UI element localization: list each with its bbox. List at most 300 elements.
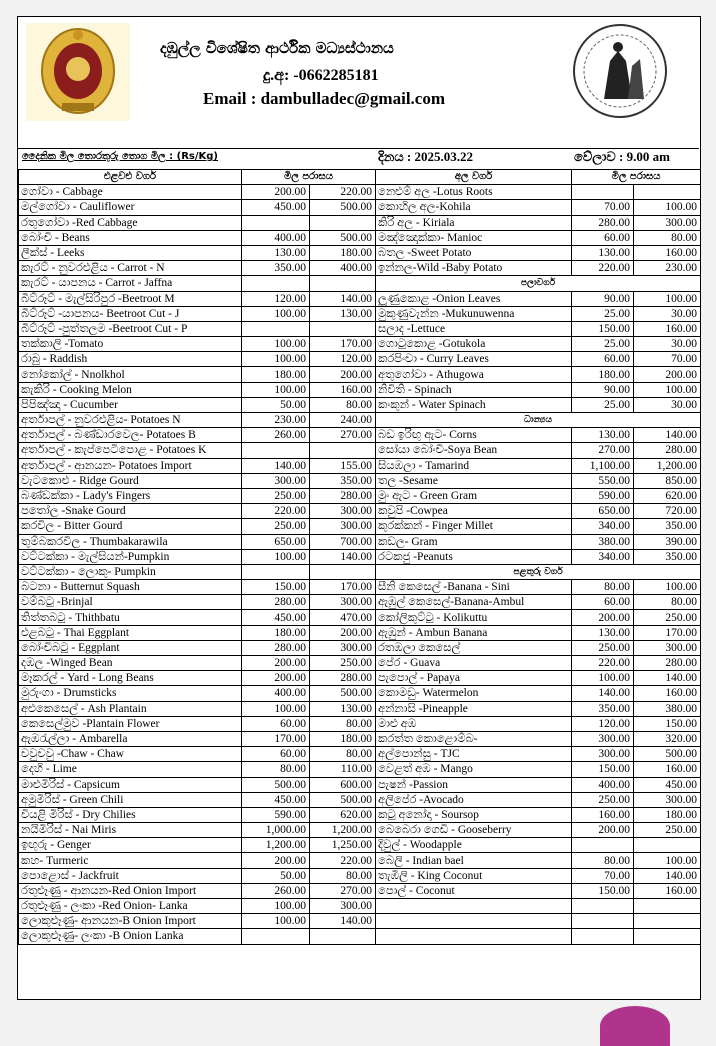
- price-max: 70.00: [634, 352, 701, 367]
- item-name: කෙසෙල්මුව -Plantain Flower: [19, 716, 242, 731]
- item-name: බතල -Sweet Potato: [376, 245, 572, 260]
- price-min: 250.00: [242, 519, 310, 534]
- item-name: කිරි අල - Kiriala: [376, 215, 572, 230]
- item-name: ලීක්ස් - Leeks: [19, 245, 242, 260]
- item-name: බෙබෙරා ගෙඩි - Gooseberry: [376, 823, 572, 838]
- table-row: [19, 367, 701, 382]
- price-min: 260.00: [242, 428, 310, 443]
- price-min: 60.00: [242, 747, 310, 762]
- price-max: 180.00: [310, 245, 376, 260]
- price-min: 60.00: [242, 716, 310, 731]
- price-min: 120.00: [242, 291, 310, 306]
- price-min: 150.00: [572, 321, 634, 336]
- price-max: [634, 185, 701, 200]
- price-max: 140.00: [310, 549, 376, 564]
- col-left-range: මිල පරාසය: [242, 170, 376, 185]
- item-name: කරපිංචා - Curry Leaves: [376, 352, 572, 367]
- price-min: 130.00: [572, 245, 634, 260]
- item-name: කොහිල අල-Kohila: [376, 200, 572, 215]
- price-sheet: [17, 16, 701, 1000]
- price-max: 150.00: [634, 716, 701, 731]
- price-max: 280.00: [310, 488, 376, 503]
- price-min: 100.00: [242, 352, 310, 367]
- price-min: 100.00: [242, 337, 310, 352]
- emblem-logo-left: [26, 23, 130, 121]
- price-max: 620.00: [310, 807, 376, 822]
- emblem-logo-right: [570, 21, 670, 121]
- item-name: අර්තාපල් - කැප්පෙටිපොළ - Potatoes K: [19, 443, 242, 458]
- item-name: පොළොස් - Jackfruit: [19, 868, 242, 883]
- item-name: තුම්බකරවිල - Thumbakarawila: [19, 534, 242, 549]
- price-max: 400.00: [310, 261, 376, 276]
- header: [18, 17, 699, 149]
- item-name: අමුමිරිස් - Green Chili: [19, 792, 242, 807]
- price-min: [242, 929, 310, 944]
- table-row: [19, 185, 701, 200]
- price-max: 220.00: [310, 853, 376, 868]
- item-name: රාබු - Raddish: [19, 352, 242, 367]
- price-max: 200.00: [310, 625, 376, 640]
- price-min: 280.00: [242, 595, 310, 610]
- price-min: 25.00: [572, 306, 634, 321]
- price-max: 30.00: [634, 337, 701, 352]
- price-min: 340.00: [572, 519, 634, 534]
- table-row: [19, 306, 701, 321]
- col-left-name: එළවළු වර්ග: [19, 170, 242, 185]
- price-max: [634, 899, 701, 914]
- price-min: 100.00: [242, 306, 310, 321]
- price-min: [572, 929, 634, 944]
- item-name: බීට්රූට් -යාපනය- Beetroot Cut - J: [19, 306, 242, 321]
- table-row: [19, 762, 701, 777]
- price-max: 300.00: [634, 215, 701, 230]
- price-min: 50.00: [242, 868, 310, 883]
- report-date: දිනය : 2025.03.22: [378, 149, 474, 164]
- table-row: [19, 443, 701, 458]
- price-min: 100.00: [572, 671, 634, 686]
- price-min: 60.00: [572, 595, 634, 610]
- price-max: 140.00: [310, 914, 376, 929]
- price-min: 180.00: [572, 367, 634, 382]
- price-min: 100.00: [242, 382, 310, 397]
- price-max: 270.00: [310, 883, 376, 898]
- table-row: [19, 640, 701, 655]
- price-min: 590.00: [242, 807, 310, 822]
- col-right-range: මිල පරාසය: [572, 170, 701, 185]
- item-name: තල -Sesame: [376, 473, 572, 488]
- item-name: බෝංචි - Beans: [19, 230, 242, 245]
- price-max: 140.00: [634, 868, 701, 883]
- item-name: කැරට් - යාපනය - Carrot - Jaffna: [19, 276, 242, 291]
- price-max: 160.00: [634, 883, 701, 898]
- item-name: ඉඟුරු - Genger: [19, 838, 242, 853]
- col-right-name: අල වර්ග: [376, 170, 572, 185]
- email-address: Email : dambulladec@gmail.com: [203, 89, 446, 108]
- item-name: සලාද -Lettuce: [376, 321, 572, 336]
- price-min: 550.00: [572, 473, 634, 488]
- price-max: 1,200.00: [634, 458, 701, 473]
- price-min: 500.00: [242, 777, 310, 792]
- price-min: 120.00: [572, 716, 634, 731]
- item-name: බටනා - Butternut Squash: [19, 580, 242, 595]
- item-name: නෝකෝල් - Nnolkhol: [19, 367, 242, 382]
- item-name: මාළුමිරිස් - Capsicum: [19, 777, 242, 792]
- price-info-label: දෛනික මිල තොරතුරු තොග මිල : (Rs/Kg): [22, 151, 219, 162]
- price-max: 220.00: [310, 185, 376, 200]
- price-max: 620.00: [634, 488, 701, 503]
- price-min: 200.00: [242, 185, 310, 200]
- table-row: [19, 382, 701, 397]
- item-name: කැරට් - නුවරඑළිය - Carrot - N: [19, 261, 242, 276]
- table-row: [19, 883, 701, 898]
- item-name: මුං ඇට - Green Gram: [376, 488, 572, 503]
- price-max: 320.00: [634, 731, 701, 746]
- price-min: 400.00: [572, 777, 634, 792]
- price-max: 300.00: [634, 640, 701, 655]
- price-max: 100.00: [634, 200, 701, 215]
- price-table: [18, 169, 701, 945]
- item-name: රතුගෝවා -Red Cabbage: [19, 215, 242, 230]
- price-max: 30.00: [634, 306, 701, 321]
- table-row: [19, 929, 701, 944]
- price-min: 180.00: [242, 625, 310, 640]
- item-name: කඩල- Gram: [376, 534, 572, 549]
- price-min: [572, 899, 634, 914]
- item-name: සෝයා බෝංචි-Soya Bean: [376, 443, 572, 458]
- price-min: 90.00: [572, 382, 634, 397]
- price-max: 300.00: [310, 899, 376, 914]
- item-name: දඹල -Winged Bean: [19, 656, 242, 671]
- price-max: 240.00: [310, 413, 376, 428]
- price-max: 170.00: [310, 580, 376, 595]
- price-min: 350.00: [242, 261, 310, 276]
- price-max: 80.00: [310, 747, 376, 762]
- price-max: 280.00: [634, 656, 701, 671]
- table-row: [19, 337, 701, 352]
- item-name: කැකිරි - Cooking Melon: [19, 382, 242, 397]
- price-min: 100.00: [242, 914, 310, 929]
- item-name: පතෝල -Snake Gourd: [19, 504, 242, 519]
- price-max: 270.00: [310, 428, 376, 443]
- price-max: 180.00: [634, 807, 701, 822]
- price-max: 100.00: [634, 291, 701, 306]
- price-max: 500.00: [310, 792, 376, 807]
- table-row: [19, 823, 701, 838]
- table-row: [19, 352, 701, 367]
- price-min: 280.00: [242, 640, 310, 655]
- item-name: කුරක්කන් - Finger Millet: [376, 519, 572, 534]
- item-name: මුකුණුවැන්න -Mukunuwenna: [376, 306, 572, 321]
- item-name: ලොකුළූණු- ලංකා -B Onion Lanka: [19, 929, 242, 944]
- price-min: 450.00: [242, 792, 310, 807]
- item-name: [376, 914, 572, 929]
- price-max: 100.00: [634, 853, 701, 868]
- table-row: [19, 595, 701, 610]
- price-min: 220.00: [242, 504, 310, 519]
- price-min: 140.00: [572, 686, 634, 701]
- price-min: 400.00: [242, 230, 310, 245]
- item-name: වම්බටු -Brinjal: [19, 595, 242, 610]
- price-min: 90.00: [572, 291, 634, 306]
- price-max: 390.00: [634, 534, 701, 549]
- item-name: බීට්රූට් - මැල්සිරිපුර -Beetroot M: [19, 291, 242, 306]
- price-max: 110.00: [310, 762, 376, 777]
- item-name: මෑකරල් - Yard - Long Beans: [19, 671, 242, 686]
- table-row: [19, 731, 701, 746]
- price-max: 350.00: [634, 519, 701, 534]
- price-min: [242, 321, 310, 336]
- item-name: වැටකොළු - Ridge Gourd: [19, 473, 242, 488]
- price-min: 25.00: [572, 337, 634, 352]
- price-max: 250.00: [634, 610, 701, 625]
- price-min: 70.00: [572, 868, 634, 883]
- item-name: ගොටුකොළ -Gotukola: [376, 337, 572, 352]
- price-max: 80.00: [634, 230, 701, 245]
- price-max: 350.00: [310, 473, 376, 488]
- price-min: 150.00: [572, 883, 634, 898]
- price-min: 25.00: [572, 397, 634, 412]
- table-row: [19, 792, 701, 807]
- price-max: [310, 564, 376, 579]
- price-min: 150.00: [572, 762, 634, 777]
- table-row: [19, 230, 701, 245]
- table-row: [19, 701, 701, 716]
- price-min: 1,200.00: [242, 838, 310, 853]
- price-min: 300.00: [572, 747, 634, 762]
- price-max: 300.00: [310, 640, 376, 655]
- price-min: 260.00: [242, 883, 310, 898]
- item-name: අළුකෙසෙල් - Ash Plantain: [19, 701, 242, 716]
- table-row: [19, 777, 701, 792]
- item-name: වට්ටක්කා - මැල්සියන්-Pumpkin: [19, 549, 242, 564]
- table-row: [19, 397, 701, 412]
- table-row: [19, 868, 701, 883]
- price-max: 80.00: [310, 716, 376, 731]
- table-row: [19, 519, 701, 534]
- price-min: 340.00: [572, 549, 634, 564]
- price-max: 450.00: [634, 777, 701, 792]
- price-max: 30.00: [634, 397, 701, 412]
- price-min: 100.00: [242, 701, 310, 716]
- price-max: 140.00: [310, 291, 376, 306]
- price-min: 200.00: [242, 671, 310, 686]
- price-min: 300.00: [242, 473, 310, 488]
- item-name: සීනි කෙසෙල් -Banana - Sini: [376, 580, 572, 595]
- price-max: 130.00: [310, 306, 376, 321]
- price-max: 80.00: [310, 868, 376, 883]
- item-name: රතඹලා කෙසෙල්: [376, 640, 572, 655]
- item-name: පොල් - Coconut: [376, 883, 572, 898]
- item-name: චවුචවු -Chaw - Chaw: [19, 747, 242, 762]
- price-max: 280.00: [310, 671, 376, 686]
- item-name: අර්තාපල් - නුවරඑළිය- Potatoes N: [19, 413, 242, 428]
- item-name: ඉන්නල-Wild -Baby Potato: [376, 261, 572, 276]
- table-row: [19, 671, 701, 686]
- price-min: 70.00: [572, 200, 634, 215]
- price-min: 250.00: [242, 488, 310, 503]
- item-name: කොමඩු- Watermelon: [376, 686, 572, 701]
- price-min: 80.00: [242, 762, 310, 777]
- price-max: 160.00: [634, 321, 701, 336]
- price-min: 60.00: [572, 352, 634, 367]
- price-max: 250.00: [634, 823, 701, 838]
- table-row: [19, 625, 701, 640]
- price-max: 850.00: [634, 473, 701, 488]
- item-name: වියළි මිරිස් - Dry Chilies: [19, 807, 242, 822]
- table-row: [19, 413, 701, 428]
- price-min: 80.00: [572, 853, 634, 868]
- price-min: 450.00: [242, 610, 310, 625]
- price-min: [572, 838, 634, 853]
- price-min: 650.00: [572, 504, 634, 519]
- price-min: [242, 443, 310, 458]
- price-max: [310, 215, 376, 230]
- price-max: 230.00: [634, 261, 701, 276]
- item-name: ගෝවා - Cabbage: [19, 185, 242, 200]
- price-min: 200.00: [572, 610, 634, 625]
- item-name: බෝංචිබටු - Eggplant: [19, 640, 242, 655]
- table-row: [19, 276, 701, 291]
- item-name: පැෂන් -Passion: [376, 777, 572, 792]
- price-max: 1,250.00: [310, 838, 376, 853]
- table-body: [19, 185, 701, 944]
- price-min: 130.00: [242, 245, 310, 260]
- price-min: 200.00: [572, 823, 634, 838]
- table-row: [19, 656, 701, 671]
- price-max: 155.00: [310, 458, 376, 473]
- price-min: 100.00: [242, 899, 310, 914]
- price-max: 140.00: [634, 671, 701, 686]
- phone-number: දු.අ: -0662285181: [263, 67, 379, 84]
- price-min: 220.00: [572, 261, 634, 276]
- price-max: 1,200.00: [310, 823, 376, 838]
- price-max: 170.00: [634, 625, 701, 640]
- table-row: [19, 580, 701, 595]
- price-max: 600.00: [310, 777, 376, 792]
- price-min: 50.00: [242, 397, 310, 412]
- item-name: තිත්තබටු - Thithbatu: [19, 610, 242, 625]
- item-name: මුරුංගා - Drumsticks: [19, 686, 242, 701]
- price-min: 140.00: [242, 458, 310, 473]
- price-min: 1,000.00: [242, 823, 310, 838]
- price-min: 130.00: [572, 625, 634, 640]
- item-name: බඩ ඉරිඟු ඇට- Corns: [376, 428, 572, 443]
- table-row: [19, 200, 701, 215]
- price-min: [572, 914, 634, 929]
- price-min: [242, 564, 310, 579]
- item-name: මල්ගෝවා - Cauliflower: [19, 200, 242, 215]
- item-name: වට්ටක්කා - ලොකු- Pumpkin: [19, 564, 242, 579]
- item-name: මඤ්ඤොක්කා- Manioc: [376, 230, 572, 245]
- item-name: තක්කාලි -Tomato: [19, 337, 242, 352]
- item-name: නෙළුම් අල -Lotus Roots: [376, 185, 572, 200]
- price-min: 100.00: [242, 549, 310, 564]
- table-row: [19, 245, 701, 260]
- item-name: අර්තාපල් - බණ්ඩාරවෙල- Potatoes B: [19, 428, 242, 443]
- price-max: 470.00: [310, 610, 376, 625]
- table-row: [19, 549, 701, 564]
- price-max: 130.00: [310, 701, 376, 716]
- item-name: [376, 899, 572, 914]
- price-max: 200.00: [310, 367, 376, 382]
- price-max: 80.00: [310, 397, 376, 412]
- price-min: 250.00: [572, 792, 634, 807]
- table-row: [19, 534, 701, 549]
- item-name: කහ- Turmeric: [19, 853, 242, 868]
- item-name: නයිමිරිස් - Nai Miris: [19, 823, 242, 838]
- report-time: වේලාව : 9.00 am: [574, 149, 670, 164]
- price-max: 380.00: [634, 701, 701, 716]
- price-max: 280.00: [634, 443, 701, 458]
- price-min: 230.00: [242, 413, 310, 428]
- price-min: 1,100.00: [572, 458, 634, 473]
- price-min: [242, 215, 310, 230]
- section-heading: පළතුරු වර්ග: [376, 564, 701, 579]
- item-name: දෙහි - Lime: [19, 762, 242, 777]
- price-max: 300.00: [310, 519, 376, 534]
- item-name: පේර - Guava: [376, 656, 572, 671]
- item-name: කරත්ත කොළොම්බ-: [376, 731, 572, 746]
- price-min: 350.00: [572, 701, 634, 716]
- price-max: [310, 929, 376, 944]
- price-min: 380.00: [572, 534, 634, 549]
- price-min: 200.00: [242, 656, 310, 671]
- table-row: [19, 716, 701, 731]
- table-row: [19, 321, 701, 336]
- item-name: අර්තාපල් - ආනයන- Potatoes Import: [19, 458, 242, 473]
- item-name: රතුළූණු - ආනයන-Red Onion Import: [19, 883, 242, 898]
- item-name: බෙලි - Indian bael: [376, 853, 572, 868]
- item-name: සියඹලා - Tamarind: [376, 458, 572, 473]
- section-heading: පලාවර්ග: [376, 276, 701, 291]
- price-max: [310, 443, 376, 458]
- table-row: [19, 853, 701, 868]
- meta-row: [18, 149, 699, 167]
- price-min: [242, 276, 310, 291]
- item-name: දිවුල් - Woodapple: [376, 838, 572, 853]
- table-row: [19, 914, 701, 929]
- item-name: කවුපි -Cowpea: [376, 504, 572, 519]
- table-row: [19, 261, 701, 276]
- item-name: එළබටු - Thai Eggplant: [19, 625, 242, 640]
- price-max: 700.00: [310, 534, 376, 549]
- table-header-row: [19, 170, 701, 185]
- item-name: බීට්රූට් -පුත්තලම -Beetroot Cut - P: [19, 321, 242, 336]
- price-min: 80.00: [572, 580, 634, 595]
- price-max: [634, 929, 701, 944]
- price-min: 150.00: [242, 580, 310, 595]
- item-name: කෝලිකුට්ටු - Kolikuttu: [376, 610, 572, 625]
- item-name: රතුළූණු - ලංකා -Red Onion- Lanka: [19, 899, 242, 914]
- item-name: බණ්ඩක්කා - Lady's Fingers: [19, 488, 242, 503]
- price-max: 180.00: [310, 731, 376, 746]
- price-min: 180.00: [242, 367, 310, 382]
- price-min: 130.00: [572, 428, 634, 443]
- price-max: 720.00: [634, 504, 701, 519]
- price-min: 280.00: [572, 215, 634, 230]
- price-max: [310, 276, 376, 291]
- price-max: 120.00: [310, 352, 376, 367]
- table-row: [19, 838, 701, 853]
- item-name: අල්පොන්සු - TJC: [376, 747, 572, 762]
- table-row: [19, 747, 701, 762]
- price-max: 100.00: [634, 580, 701, 595]
- price-max: 200.00: [634, 367, 701, 382]
- price-min: 200.00: [242, 853, 310, 868]
- price-min: 450.00: [242, 200, 310, 215]
- price-max: 300.00: [310, 504, 376, 519]
- price-max: [634, 914, 701, 929]
